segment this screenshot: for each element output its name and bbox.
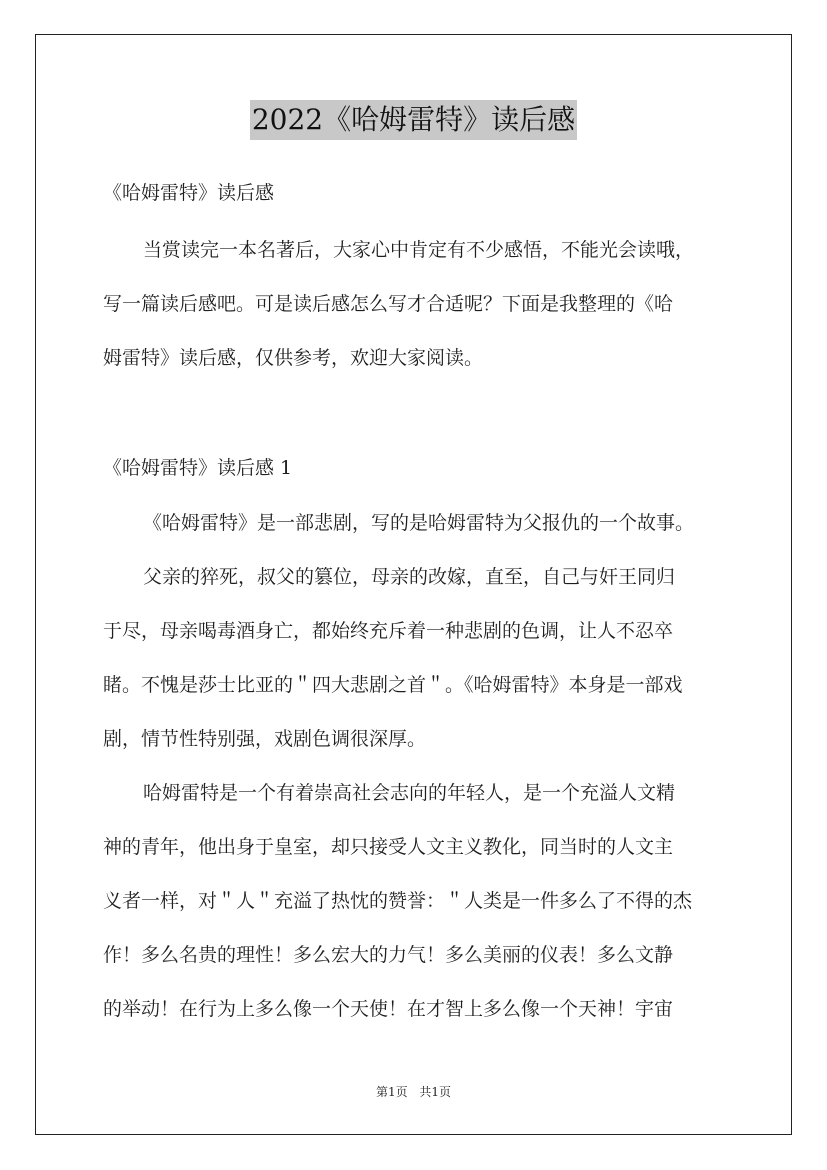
paragraph-line: 哈姆雷特是一个有着崇高社会志向的年轻人，是一个充溢人文精	[143, 782, 676, 804]
paragraph-line: 父亲的猝死，叔父的篡位，母亲的改嫁，直至，自己与奸王同归	[143, 566, 676, 588]
paragraph-line: 睹。不愧是莎士比亚的＂四大悲剧之首＂。《哈姆雷特》本身是一部戏	[103, 674, 683, 696]
paragraph-line: 于尽，母亲喝毒酒身亡，都始终充斥着一种悲剧的色调，让人不忍卒	[103, 620, 674, 642]
paragraph-line: 姆雷特》读后感，仅供参考，欢迎大家阅读。	[103, 347, 484, 369]
paragraph-line: 当赏读完一本名著后，大家心中肯定有不少感悟，不能光会读哦，	[143, 239, 695, 261]
page-total: 共1页	[419, 1085, 452, 1099]
page-footer	[0, 1083, 827, 1100]
paragraph-line: 《哈姆雷特》是一部悲剧，写的是哈姆雷特为父报仇的一个故事。	[143, 512, 695, 534]
paragraph-line: 神的青年，他出身于皇室，却只接受人文主义教化，同当时的人文主	[103, 836, 674, 858]
paragraph-line: 作！多么名贵的理性！多么宏大的力气！多么美丽的仪表！多么文静	[103, 944, 674, 966]
title-block	[0, 100, 827, 140]
paragraph-line: 剧，情节性特别强，戏剧色调很深厚。	[103, 728, 427, 750]
paragraph-line: 写一篇读后感吧。可是读后感怎么写才合适呢？下面是我整理的《哈	[103, 293, 674, 315]
document-title: 2022《哈姆雷特》读后感	[250, 100, 577, 140]
section-heading: 《哈姆雷特》读后感 1	[103, 457, 293, 479]
section-heading: 《哈姆雷特》读后感	[103, 182, 275, 204]
page-number: 第1页	[375, 1085, 408, 1099]
paragraph-line: 义者一样，对＂人＂充溢了热忱的赞誉：＂人类是一件多么了不得的杰	[103, 890, 693, 912]
paragraph-line: 的举动！在行为上多么像一个天使！在才智上多么像一个天神！宇宙	[103, 998, 674, 1020]
